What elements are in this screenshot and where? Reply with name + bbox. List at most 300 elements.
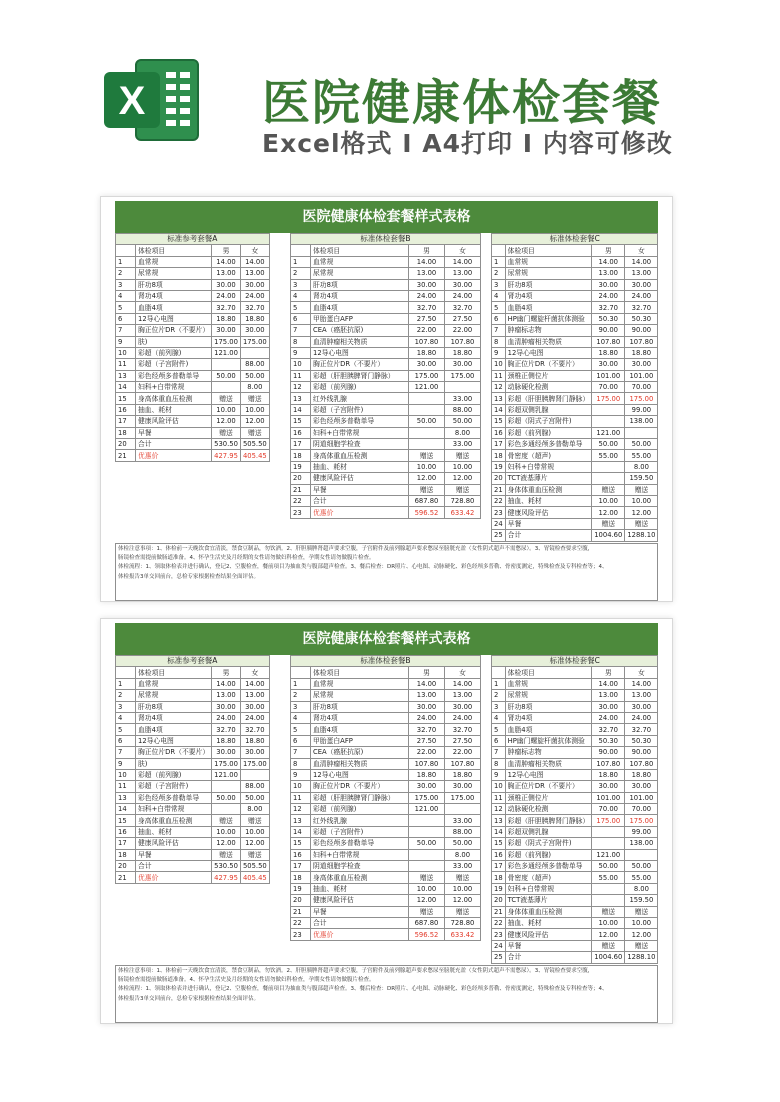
table-row — [291, 826, 481, 837]
price-female: 30.00 — [625, 781, 658, 792]
row-index: 9 — [492, 769, 506, 780]
column-header-row — [291, 667, 481, 678]
price-female: 赠送 — [625, 484, 658, 495]
price-female: 30.00 — [240, 279, 269, 290]
row-index: 22 — [291, 917, 311, 928]
row-index: 17 — [291, 861, 311, 872]
sheet-preview-2 — [100, 618, 673, 1024]
price-female: 90.00 — [625, 325, 658, 336]
row-index: 6 — [116, 735, 136, 746]
row-index: 8 — [492, 758, 506, 769]
table-row — [492, 461, 658, 472]
item-name: 彩超（子宫附件) — [136, 781, 212, 792]
item-name: 12导心电图 — [311, 347, 409, 358]
item-name: 合计 — [505, 952, 592, 963]
price-male: 30.00 — [409, 701, 445, 712]
item-name: 早餐 — [311, 484, 409, 495]
price-female: 728.80 — [445, 917, 481, 928]
header-index — [116, 667, 136, 678]
row-index: 2 — [116, 268, 136, 279]
price-female: 30.00 — [445, 359, 481, 370]
row-index: 4 — [291, 290, 311, 301]
table-row — [116, 724, 270, 735]
price-male: 687.80 — [409, 917, 445, 928]
price-male: 赠送 — [409, 450, 445, 461]
item-name: TCT液基薄片 — [505, 473, 592, 484]
price-male: 赠送 — [592, 906, 625, 917]
table-row — [116, 838, 270, 849]
item-name: 早餐 — [136, 849, 212, 860]
header-item: 体检项目 — [311, 245, 409, 256]
row-index: 23 — [492, 929, 506, 940]
price-female: 赠送 — [625, 940, 658, 951]
item-name: 合计 — [311, 917, 409, 928]
item-name: 健康风险评估 — [505, 929, 592, 940]
item-name: 尿常规 — [311, 268, 409, 279]
table-row — [492, 804, 658, 815]
item-name: 身高体重血压检测 — [311, 450, 409, 461]
table-row — [291, 883, 481, 894]
item-name: 妇科+白带常规 — [136, 382, 212, 393]
page-subtitle: Excel格式 I A4打印 I 内容可修改 — [262, 129, 673, 158]
table-row — [492, 313, 658, 324]
price-male: 30.00 — [212, 325, 241, 336]
table-row — [116, 404, 270, 415]
header-item: 体检项目 — [311, 667, 409, 678]
price-male: 107.80 — [409, 758, 445, 769]
row-index: 18 — [492, 450, 506, 461]
item-name: 健康风险评估 — [505, 507, 592, 518]
price-female: 13.00 — [445, 268, 481, 279]
item-name: 胸正位片DR（不要片） — [311, 359, 409, 370]
row-index: 21 — [116, 872, 136, 883]
price-male: 30.00 — [409, 279, 445, 290]
note-line: 肠镜检查需提前做肠道准备。4、怀孕生活史及月经期的女性请勿做妇科检查，孕期女性请勿做腹片检查。 — [118, 555, 375, 562]
item-name: HP幽门螺旋杆菌抗体测验 — [505, 313, 592, 324]
row-index: 5 — [291, 724, 311, 735]
row-index: 8 — [492, 336, 506, 347]
price-male: 13.00 — [592, 690, 625, 701]
column-header-row — [116, 667, 270, 678]
table-row — [116, 769, 270, 780]
table-row — [492, 473, 658, 484]
item-name: 早餐 — [136, 427, 212, 438]
row-index: 18 — [116, 849, 136, 860]
price-male: 10.00 — [409, 883, 445, 894]
header-male: 男 — [409, 667, 445, 678]
item-name: CEA（癌胚抗原) — [311, 325, 409, 336]
price-female: 30.00 — [445, 279, 481, 290]
price-female: 24.00 — [240, 712, 269, 723]
item-name: 胸正位片DR（不要片） — [311, 781, 409, 792]
row-index: 6 — [291, 735, 311, 746]
item-name: 彩超（前列腺) — [136, 769, 212, 780]
table-row — [116, 347, 270, 358]
item-name: 12导心电图 — [136, 735, 212, 746]
table-row — [116, 416, 270, 427]
item-name: 肝功8项 — [311, 701, 409, 712]
price-male: 50.00 — [592, 439, 625, 450]
item-name: 早餐 — [505, 940, 592, 951]
item-name: 彩超（阴式子宫附件) — [505, 416, 592, 427]
item-name: 抽血、耗材 — [311, 883, 409, 894]
table-row — [116, 678, 270, 689]
price-male: 1004.60 — [592, 530, 625, 541]
price-male: 50.30 — [592, 735, 625, 746]
header-male: 男 — [592, 667, 625, 678]
item-name: 12导心电图 — [136, 313, 212, 324]
row-index: 14 — [492, 404, 506, 415]
row-index: 1 — [291, 678, 311, 689]
package-columns — [115, 233, 658, 543]
row-index: 1 — [492, 678, 506, 689]
price-female: 12.00 — [240, 416, 269, 427]
row-index: 9 — [492, 347, 506, 358]
row-index: 7 — [116, 325, 136, 336]
table-row — [492, 507, 658, 518]
item-name: 红外线乳腺 — [311, 393, 409, 404]
row-index: 8 — [291, 336, 311, 347]
price-female: 12.00 — [445, 473, 481, 484]
price-female: 505.50 — [240, 861, 269, 872]
price-female: 633.42 — [445, 929, 481, 940]
table-row — [492, 701, 658, 712]
price-male: 32.70 — [212, 724, 241, 735]
item-name: 尿常规 — [136, 690, 212, 701]
price-female: 24.00 — [625, 712, 658, 723]
price-male: 50.00 — [212, 370, 241, 381]
row-index: 19 — [492, 883, 506, 894]
price-female: 18.80 — [625, 769, 658, 780]
table-row — [291, 302, 481, 313]
table-row — [492, 690, 658, 701]
price-female: 赠送 — [240, 393, 269, 404]
row-index: 16 — [492, 849, 506, 860]
price-male — [409, 815, 445, 826]
page-title: 医院健康体检套餐 — [262, 75, 663, 131]
price-male: 30.00 — [212, 701, 241, 712]
table-row — [291, 427, 481, 438]
item-name: 彩色经颅多普勒单导 — [311, 838, 409, 849]
price-female: 30.00 — [625, 359, 658, 370]
row-index: 10 — [116, 769, 136, 780]
item-name: 彩超（肝胆胰脾肾门静脉） — [505, 393, 592, 404]
price-female: 50.00 — [625, 861, 658, 872]
item-name: 甲胎蛋白AFP — [311, 313, 409, 324]
row-index: 11 — [291, 370, 311, 381]
package-name-row — [116, 656, 270, 667]
price-male — [592, 416, 625, 427]
price-male — [212, 804, 241, 815]
item-name: 肾功4项 — [311, 712, 409, 723]
price-male: 32.70 — [212, 302, 241, 313]
table-row — [492, 290, 658, 301]
price-female: 32.70 — [240, 302, 269, 313]
row-index: 21 — [492, 484, 506, 495]
price-male: 12.00 — [592, 507, 625, 518]
price-female: 50.00 — [240, 370, 269, 381]
item-name: 血常规 — [311, 256, 409, 267]
item-name: 肝功8项 — [505, 701, 592, 712]
table-row — [492, 336, 658, 347]
price-male: 30.00 — [212, 747, 241, 758]
price-female: 50.00 — [240, 792, 269, 803]
item-name: 身高体重血压检测 — [311, 872, 409, 883]
row-index: 6 — [492, 735, 506, 746]
package-table — [491, 233, 658, 542]
table-row — [116, 747, 270, 758]
row-index: 13 — [116, 370, 136, 381]
price-female: 88.00 — [445, 826, 481, 837]
poster-header — [0, 0, 780, 175]
price-male: 107.80 — [592, 336, 625, 347]
table-row — [116, 370, 270, 381]
item-name: 合计 — [505, 530, 592, 541]
price-female: 赠送 — [445, 872, 481, 883]
row-index: 6 — [291, 313, 311, 324]
table-row — [492, 940, 658, 951]
row-index: 13 — [291, 393, 311, 404]
price-male: 30.00 — [592, 701, 625, 712]
price-male — [409, 861, 445, 872]
table-row — [492, 883, 658, 894]
row-index: 13 — [116, 792, 136, 803]
row-index: 23 — [291, 929, 311, 940]
row-index: 18 — [291, 872, 311, 883]
price-female: 22.00 — [445, 325, 481, 336]
price-female: 24.00 — [445, 712, 481, 723]
price-female: 18.80 — [445, 347, 481, 358]
price-female: 505.50 — [240, 439, 269, 450]
price-female: 159.50 — [625, 473, 658, 484]
price-female: 12.00 — [625, 507, 658, 518]
item-name: 身高体重血压检测 — [136, 393, 212, 404]
price-male: 107.80 — [409, 336, 445, 347]
item-name: 合计 — [136, 439, 212, 450]
price-male: 赠送 — [592, 940, 625, 951]
item-name: 肾功4项 — [505, 712, 592, 723]
row-index: 23 — [492, 507, 506, 518]
price-male: 13.00 — [592, 268, 625, 279]
table-row — [116, 781, 270, 792]
row-index: 1 — [116, 678, 136, 689]
table-row — [492, 382, 658, 393]
price-female: 赠送 — [445, 484, 481, 495]
row-index: 17 — [492, 439, 506, 450]
price-female: 107.80 — [625, 758, 658, 769]
price-female: 赠送 — [240, 849, 269, 860]
item-name: 动脉硬化检测 — [505, 382, 592, 393]
table-row — [492, 484, 658, 495]
price-female: 32.70 — [625, 302, 658, 313]
item-name: 抽血、耗材 — [505, 495, 592, 506]
price-female: 70.00 — [625, 382, 658, 393]
row-index: 7 — [291, 325, 311, 336]
price-female: 10.00 — [240, 404, 269, 415]
price-female: 赠送 — [625, 906, 658, 917]
item-name: CEA（癌胚抗原) — [311, 747, 409, 758]
item-name: 彩超（前列腺) — [136, 347, 212, 358]
price-male: 24.00 — [592, 712, 625, 723]
item-name: 血常规 — [505, 256, 592, 267]
item-name: 抽血、耗材 — [136, 404, 212, 415]
row-index: 15 — [291, 838, 311, 849]
table-row — [492, 427, 658, 438]
price-male — [592, 461, 625, 472]
table-row — [116, 336, 270, 347]
price-male — [212, 781, 241, 792]
row-index: 11 — [492, 370, 506, 381]
price-male: 12.00 — [592, 929, 625, 940]
price-male: 121.00 — [212, 769, 241, 780]
price-female: 8.00 — [240, 804, 269, 815]
table-row — [492, 849, 658, 860]
price-female: 88.00 — [445, 404, 481, 415]
price-female: 10.00 — [625, 917, 658, 928]
price-female: 18.80 — [625, 347, 658, 358]
price-male: 107.80 — [592, 758, 625, 769]
price-male: 12.00 — [409, 895, 445, 906]
note-line: 体检报告3单交回前台，总检专家根据检查结果全面评估。 — [118, 995, 260, 1002]
price-female: 107.80 — [445, 336, 481, 347]
price-female: 24.00 — [240, 290, 269, 301]
price-male: 14.00 — [592, 678, 625, 689]
table-row — [291, 495, 481, 506]
price-female: 99.00 — [625, 404, 658, 415]
price-female: 138.00 — [625, 416, 658, 427]
item-name: 早餐 — [505, 518, 592, 529]
price-male: 121.00 — [409, 804, 445, 815]
row-index: 14 — [291, 826, 311, 837]
item-name: 妇科+白带常规 — [505, 461, 592, 472]
row-index: 15 — [291, 416, 311, 427]
item-name: 血脂4项 — [505, 302, 592, 313]
price-male — [592, 895, 625, 906]
item-name: 胸正位片DR（不要片） — [136, 747, 212, 758]
table-row — [291, 735, 481, 746]
price-male: 13.00 — [409, 268, 445, 279]
row-index: 16 — [291, 849, 311, 860]
item-name: TCT液基薄片 — [505, 895, 592, 906]
item-name: 彩超（肝胆胰脾肾门静脉） — [311, 370, 409, 381]
price-male: 13.00 — [212, 268, 241, 279]
price-female: 175.00 — [240, 758, 269, 769]
price-female: 728.80 — [445, 495, 481, 506]
price-male: 13.00 — [212, 690, 241, 701]
row-index: 19 — [291, 883, 311, 894]
column-header-row — [116, 245, 270, 256]
header-index — [116, 245, 136, 256]
item-name: 颈椎正侧位片 — [505, 370, 592, 381]
price-male: 530.50 — [212, 861, 241, 872]
row-index: 10 — [492, 359, 506, 370]
row-index: 12 — [492, 804, 506, 815]
item-name: 彩超（肝胆胰脾肾门静脉） — [505, 815, 592, 826]
table-row — [291, 849, 481, 860]
table-row — [116, 712, 270, 723]
item-name: 血脂4项 — [311, 302, 409, 313]
sheet-title: 医院健康体检套餐样式表格 — [115, 201, 658, 233]
price-female: 27.50 — [445, 313, 481, 324]
price-male: 55.00 — [592, 450, 625, 461]
table-row — [291, 290, 481, 301]
price-male: 32.70 — [409, 302, 445, 313]
price-male: 27.50 — [409, 735, 445, 746]
price-female: 赠送 — [445, 450, 481, 461]
price-female: 24.00 — [625, 290, 658, 301]
item-name: 身体体重血压检测 — [505, 484, 592, 495]
price-male: 175.00 — [592, 815, 625, 826]
table-row — [492, 838, 658, 849]
row-index: 21 — [291, 906, 311, 917]
package-name-row — [492, 234, 658, 245]
price-male — [409, 427, 445, 438]
price-female: 赠送 — [240, 815, 269, 826]
price-female: 30.00 — [625, 279, 658, 290]
row-index: 12 — [492, 382, 506, 393]
table-row — [291, 678, 481, 689]
row-index: 1 — [492, 256, 506, 267]
table-row — [492, 404, 658, 415]
package-name: 标准体检套餐C — [492, 656, 658, 667]
table-row — [291, 404, 481, 415]
column-header-row — [492, 245, 658, 256]
item-name: 肾功4项 — [505, 290, 592, 301]
table-row — [116, 393, 270, 404]
price-male: 14.00 — [212, 256, 241, 267]
item-name: 肝功8项 — [505, 279, 592, 290]
note-line: 体检注意事项：1、体检前一天晚饮食宜清淡，禁食豆制品，勿饮酒。2、肝胆胰脾肾超声要求空腹，子宫附件及前列腺超声要求憋尿至膀胱充盈（女性阴式超声不需憋尿）。3、胃镜检查要求空腹， — [118, 968, 594, 974]
price-male: 18.80 — [592, 769, 625, 780]
price-male: 24.00 — [592, 290, 625, 301]
price-male: 22.00 — [409, 325, 445, 336]
package-table — [290, 233, 481, 519]
item-name: 血清肿瘤相关物质 — [505, 758, 592, 769]
item-name: 血脂4项 — [136, 302, 212, 313]
price-male: 10.00 — [212, 826, 241, 837]
price-female: 101.00 — [625, 792, 658, 803]
table-row — [291, 347, 481, 358]
price-female: 175.00 — [240, 336, 269, 347]
price-male — [409, 439, 445, 450]
note-line: 体检流程：1、领取体检表并进行确认，登记2、空腹检查，餐前项目为抽血类与腹部超声检查。3、餐后检查：DR照片、心电图、动脉硬化、彩色经颅多普勒、骨密度测定，特殊检查及专科检查等；4、 — [118, 564, 608, 571]
price-female: 50.30 — [625, 313, 658, 324]
item-name: 妇科+白带常规 — [311, 427, 409, 438]
sheet-title: 医院健康体检套餐样式表格 — [115, 623, 658, 655]
price-male: 13.00 — [409, 690, 445, 701]
price-male — [409, 404, 445, 415]
item-name: 肾功4项 — [311, 290, 409, 301]
row-index: 4 — [116, 712, 136, 723]
price-male: 70.00 — [592, 382, 625, 393]
row-index: 20 — [492, 473, 506, 484]
price-female: 27.50 — [445, 735, 481, 746]
row-index: 13 — [492, 393, 506, 404]
price-female: 10.00 — [625, 495, 658, 506]
price-male: 101.00 — [592, 792, 625, 803]
price-female: 33.00 — [445, 393, 481, 404]
item-name: 肤) — [136, 758, 212, 769]
table-row — [116, 849, 270, 860]
row-index: 19 — [492, 461, 506, 472]
table-row — [291, 701, 481, 712]
row-index: 20 — [116, 439, 136, 450]
table-row — [291, 256, 481, 267]
table-row — [492, 906, 658, 917]
price-female: 8.00 — [445, 849, 481, 860]
row-index: 20 — [291, 895, 311, 906]
item-name: 彩色多通经颅多普勒单导 — [505, 439, 592, 450]
